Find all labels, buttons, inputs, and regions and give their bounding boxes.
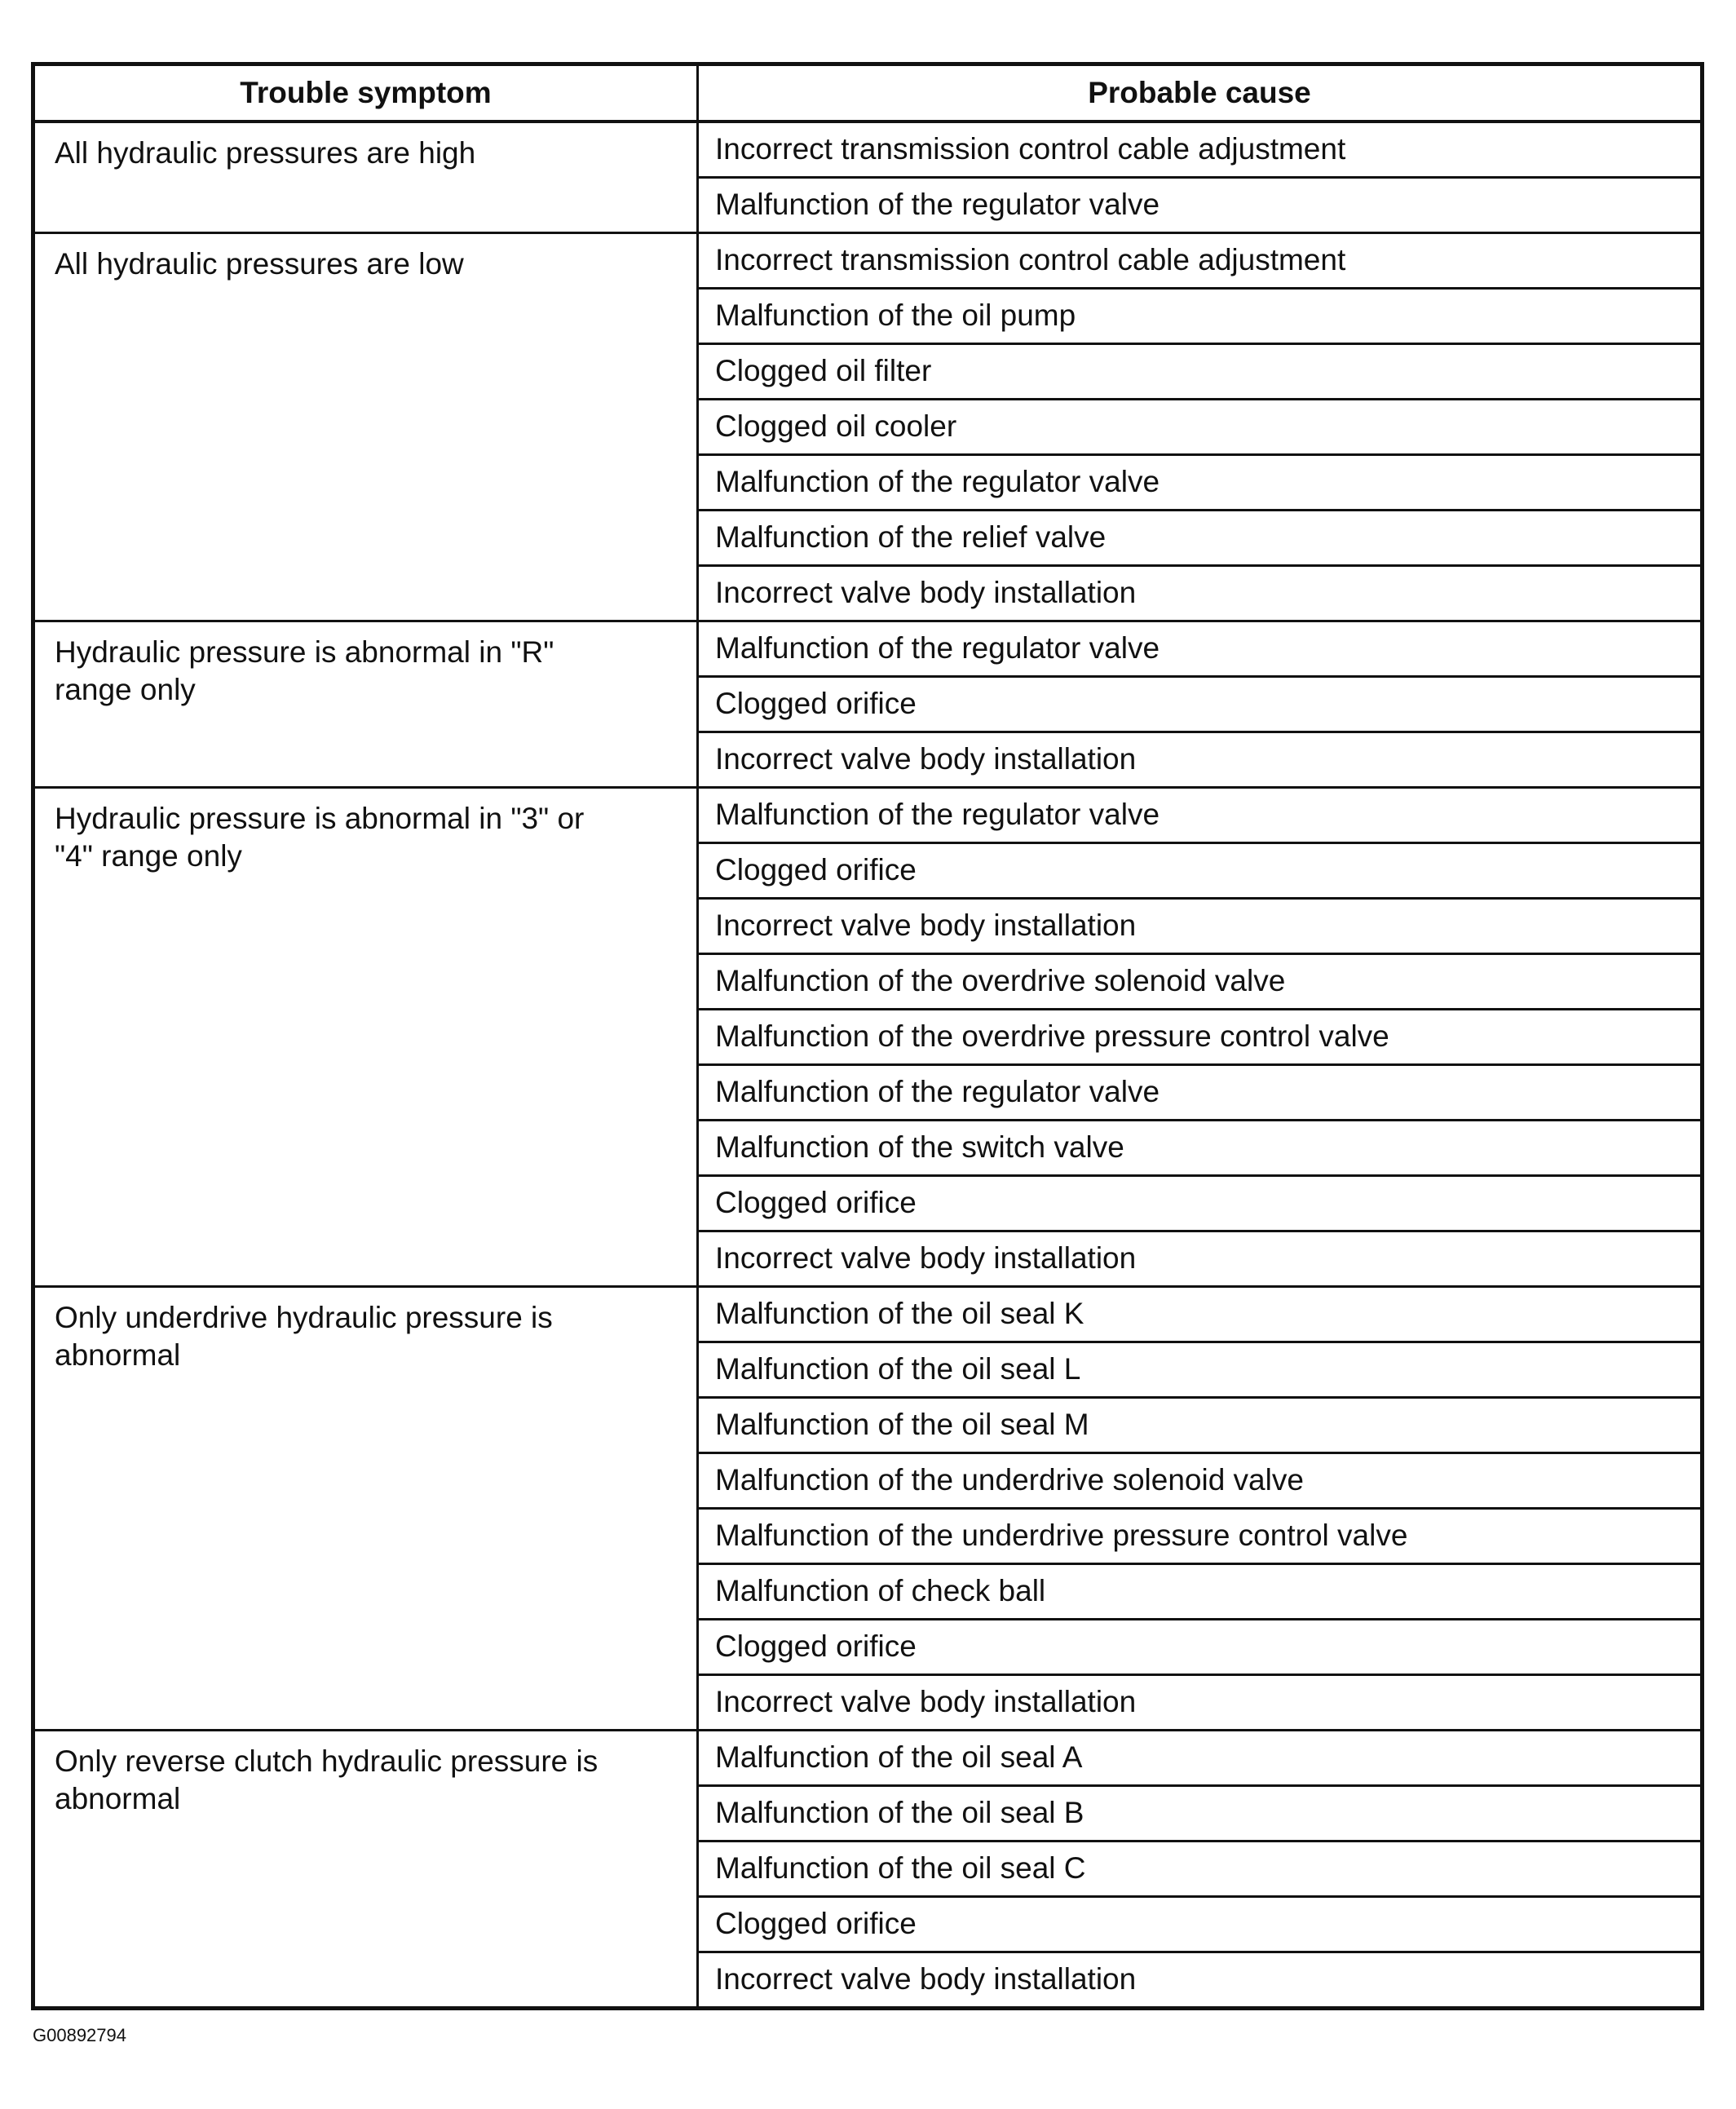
table-row bbox=[33, 233, 1703, 289]
probable-cause-cell: Incorrect valve body installation bbox=[698, 732, 1703, 788]
trouble-symptom-text: All hydraulic pressures are low bbox=[55, 247, 464, 281]
table-row bbox=[33, 1287, 1703, 1342]
probable-cause-cell: Clogged orifice bbox=[698, 843, 1703, 899]
probable-cause-cell: Clogged orifice bbox=[698, 677, 1703, 732]
probable-cause-cell: Malfunction of the overdrive solenoid valve bbox=[698, 954, 1703, 1010]
probable-cause-cell: Incorrect valve body installation bbox=[698, 899, 1703, 954]
probable-cause-cell: Incorrect valve body installation bbox=[698, 566, 1703, 621]
probable-cause-cell: Clogged orifice bbox=[698, 1620, 1703, 1675]
table-row bbox=[33, 1731, 1703, 1786]
probable-cause-cell: Clogged orifice bbox=[698, 1897, 1703, 1952]
probable-cause-cell: Malfunction of the regulator valve bbox=[698, 1065, 1703, 1121]
probable-cause-cell: Malfunction of the oil seal L bbox=[698, 1342, 1703, 1398]
table-row bbox=[33, 122, 1703, 178]
trouble-symptom-text: Hydraulic pressure is abnormal in "3" or "4" range only bbox=[55, 802, 585, 873]
trouble-symptom-cell bbox=[33, 122, 698, 233]
probable-cause-cell: Malfunction of the oil seal M bbox=[698, 1398, 1703, 1453]
trouble-symptom-text: Only reverse clutch hydraulic pressure is abnormal bbox=[55, 1744, 599, 1816]
figure-id: G00892794 bbox=[33, 2025, 126, 2045]
probable-cause-cell: Incorrect valve body installation bbox=[698, 1231, 1703, 1287]
trouble-symptom-cell bbox=[33, 1287, 698, 1731]
table-row bbox=[33, 788, 1703, 843]
probable-cause-cell: Incorrect valve body installation bbox=[698, 1952, 1703, 2009]
header-trouble-symptom: Trouble symptom bbox=[33, 64, 698, 122]
trouble-symptom-text: All hydraulic pressures are high bbox=[55, 136, 476, 170]
trouble-symptom-cell bbox=[33, 788, 698, 1287]
probable-cause-cell: Malfunction of the oil seal A bbox=[698, 1731, 1703, 1786]
trouble-symptom-table bbox=[31, 62, 1704, 2010]
trouble-symptom-cell bbox=[33, 1731, 698, 2009]
probable-cause-cell: Malfunction of the relief valve bbox=[698, 511, 1703, 566]
probable-cause-cell: Malfunction of the underdrive solenoid valve bbox=[698, 1453, 1703, 1509]
probable-cause-cell: Malfunction of the regulator valve bbox=[698, 455, 1703, 511]
probable-cause-cell: Malfunction of the switch valve bbox=[698, 1121, 1703, 1176]
probable-cause-cell: Incorrect transmission control cable adjustment bbox=[698, 233, 1703, 289]
trouble-symptom-cell bbox=[33, 621, 698, 788]
header-probable-cause: Probable cause bbox=[698, 64, 1703, 122]
probable-cause-cell: Clogged orifice bbox=[698, 1176, 1703, 1231]
table-header-row bbox=[33, 64, 1703, 122]
probable-cause-cell: Clogged oil cooler bbox=[698, 400, 1703, 455]
probable-cause-cell: Malfunction of the underdrive pressure control valve bbox=[698, 1509, 1703, 1564]
table-row bbox=[33, 621, 1703, 677]
probable-cause-cell: Incorrect transmission control cable adjustment bbox=[698, 122, 1703, 178]
probable-cause-cell: Malfunction of the regulator valve bbox=[698, 178, 1703, 233]
probable-cause-cell: Clogged oil filter bbox=[698, 344, 1703, 400]
probable-cause-cell: Malfunction of the oil seal K bbox=[698, 1287, 1703, 1342]
table-body bbox=[33, 122, 1703, 2009]
probable-cause-cell: Incorrect valve body installation bbox=[698, 1675, 1703, 1731]
probable-cause-cell: Malfunction of the overdrive pressure control valve bbox=[698, 1010, 1703, 1065]
trouble-symptom-cell bbox=[33, 233, 698, 621]
probable-cause-cell: Malfunction of the regulator valve bbox=[698, 621, 1703, 677]
probable-cause-cell: Malfunction of check ball bbox=[698, 1564, 1703, 1620]
probable-cause-cell: Malfunction of the oil pump bbox=[698, 289, 1703, 344]
probable-cause-cell: Malfunction of the oil seal C bbox=[698, 1842, 1703, 1897]
probable-cause-cell: Malfunction of the regulator valve bbox=[698, 788, 1703, 843]
probable-cause-cell: Malfunction of the oil seal B bbox=[698, 1786, 1703, 1842]
trouble-symptom-text: Only underdrive hydraulic pressure is abnormal bbox=[55, 1301, 553, 1373]
trouble-symptom-text: Hydraulic pressure is abnormal in "R" range only bbox=[55, 635, 554, 707]
